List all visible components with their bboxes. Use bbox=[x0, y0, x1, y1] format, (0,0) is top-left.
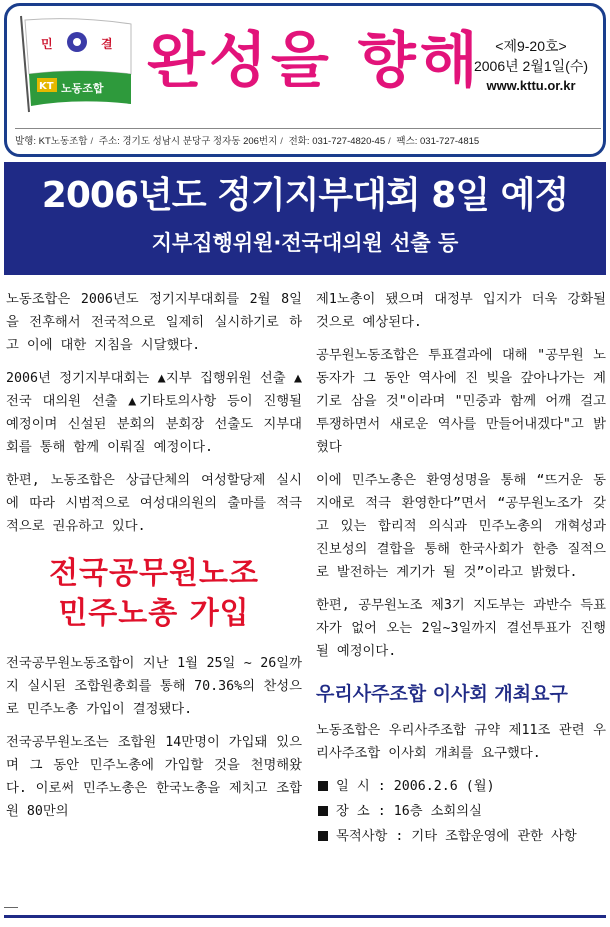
article-paragraph: 노동조합은 2006년도 정기지부대회를 2월 8일을 전후해서 전국적으로 일제히 실시하기로 하고 이에 대한 지침을 시달했다. bbox=[6, 292, 302, 353]
article-paragraph: 한편, 노동조합은 상급단체의 여성할당제 실시에 따라 시범적으로 여성대의원의 출마를 적극적으로 권유하고 있다. bbox=[6, 473, 302, 534]
list-item bbox=[316, 800, 606, 823]
article-paragraph: 한편, 공무원노조 제3기 지도부는 과반수 득표자가 없어 오는 2일~3일까지 결선투표가 진행될 예정이다. bbox=[316, 598, 606, 659]
svg-text:결: 결 bbox=[101, 37, 113, 51]
list-item bbox=[316, 825, 606, 848]
headline-banner bbox=[4, 162, 606, 275]
newsletter-title: 완성을 향해 bbox=[147, 26, 482, 96]
article-paragraph: 이에 민주노총은 환영성명을 통해 “뜨거운 동지애로 적극 환영한다”면서 “공무원노조가 갖고 있는 합리적 의식과 민주노총의 개혁성과 진보성의 결합을 통해 한국사회가 한층 질적으로 발전하는 계기가 될 것”이라고 밝혔다. bbox=[316, 473, 606, 580]
issue-date: 2006년 2월1일(수) bbox=[473, 58, 589, 74]
section-headline-line: 전국공무원노조 bbox=[49, 556, 259, 591]
square-bullet-icon bbox=[318, 806, 328, 816]
svg-text:노동조합: 노동조합 bbox=[61, 82, 104, 95]
list-item-text: 장 소 : 16층 소회의실 bbox=[336, 804, 482, 819]
article-paragraph: 전국공무원노조는 조합원 14만명이 가입돼 있으며 그 동안 민주노총에 가입할 것을 천명해왔다. 이로써 민주노총은 한국노총을 제치고 조합원 80만의 bbox=[6, 735, 302, 819]
right-column bbox=[316, 288, 606, 850]
article-paragraph: 노동조합은 우리사주조합 규약 제11조 관련 우리사주조합 이사회 개최를 요구했다. bbox=[316, 723, 606, 761]
publisher-info: 발행: KT노동조합 / 주소: 경기도 성남시 분당구 정자동 206번지 / 전화: 031-727-4820-45 / 팩스: 031-727-4815 bbox=[15, 128, 601, 147]
svg-text:민: 민 bbox=[41, 37, 53, 51]
website-url[interactable]: www.kttu.or.kr bbox=[486, 78, 576, 93]
main-subheadline: 지부집행위원·전국대의원 선출 등 bbox=[151, 231, 459, 255]
article-paragraph: 제1노총이 됐으며 대정부 입지가 더욱 강화될 것으로 예상된다. bbox=[316, 292, 606, 330]
list-item bbox=[316, 775, 606, 798]
list-item-text: 목적사항 : 기타 조합운영에 관한 사항 bbox=[336, 829, 577, 844]
square-bullet-icon bbox=[318, 831, 328, 841]
issue-info bbox=[471, 36, 591, 96]
address: 주소: 경기도 성남시 분당구 정자동 206번지 bbox=[98, 136, 278, 147]
union-flag-logo bbox=[17, 14, 135, 114]
article-paragraph: 전국공무원노동조합이 지난 1월 25일 ~ 26일까지 실시된 조합원총회를 통해 70.36%의 찬성으로 민주노총 가입이 결정됐다. bbox=[6, 656, 302, 717]
phone: 전화: 031-727-4820-45 bbox=[288, 136, 386, 147]
left-column bbox=[6, 288, 302, 833]
section-headline-esop: 우리사주조합 이사회 개최요구 bbox=[316, 683, 568, 705]
publisher: 발행: KT노동조합 bbox=[15, 136, 88, 147]
fax: 팩스: 031-727-4815 bbox=[396, 136, 480, 147]
section-headline-line: 민주노총 가입 bbox=[58, 596, 250, 631]
issue-number: <제9-20호> bbox=[495, 38, 567, 54]
square-bullet-icon bbox=[318, 781, 328, 791]
svg-text:KT: KT bbox=[39, 81, 54, 92]
footer-mark bbox=[4, 907, 18, 908]
masthead bbox=[4, 3, 606, 157]
article-paragraph: 2006년 정기지부대회는 ▲지부 집행위원 선출 ▲전국 대의원 선출 ▲기타토의사항 등이 진행될 예정이며 신설된 분회의 분회장 선출도 지부대회를 통해 함께 이뤄질 예정이다. bbox=[6, 371, 302, 455]
article-paragraph: 공무원노동조합은 투표결과에 대해 "공무원 노동자가 그 동안 역사에 진 빚을 갚아나가는 계기로 삼을 것"이라며 "민중과 함께 어깨 걸고 투쟁하면서 새로운 역사를 만들어내겠다"고 밝혔다 bbox=[316, 348, 606, 455]
section-headline-union-join bbox=[6, 554, 302, 634]
list-item-text: 일 시 : 2006.2.6 (월) bbox=[336, 779, 495, 794]
footer-rule bbox=[4, 915, 606, 918]
main-headline: 2006년도 정기지부대회 8일 예정 bbox=[41, 175, 569, 216]
